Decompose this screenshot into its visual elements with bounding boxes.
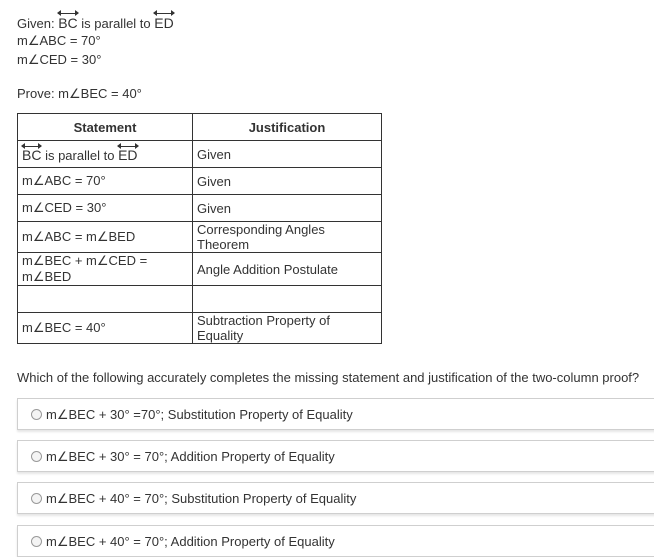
table-row: [18, 313, 382, 344]
radio-button[interactable]: [31, 451, 42, 462]
statement-cell: BC is parallel to ED: [18, 141, 193, 168]
statement-cell: m∠BEC = 40°: [18, 313, 193, 344]
option-label[interactable]: m∠BEC + 40° = 70°; Addition Property of Equality: [46, 534, 335, 549]
line-bc: BC: [58, 12, 77, 33]
given-block: [17, 12, 174, 69]
table-row-missing: [18, 286, 382, 313]
option-label[interactable]: m∠BEC + 30° = 70°; Addition Property of Equality: [46, 449, 335, 464]
proof-table: [17, 113, 382, 344]
option-label[interactable]: m∠BEC + 30° =70°; Substitution Property of Equality: [46, 407, 353, 422]
line-ed: ED: [118, 145, 137, 163]
statement-cell: m∠ABC = 70°: [18, 168, 193, 195]
given-line-ced: m∠CED = 30°: [17, 52, 102, 67]
radio-button[interactable]: [31, 493, 42, 504]
justification-cell: Subtraction Property of Equality: [193, 313, 382, 344]
given-line-abc: m∠ABC = 70°: [17, 33, 101, 48]
justification-cell: Given: [193, 141, 382, 168]
justification-cell: Given: [193, 195, 382, 222]
table-row: [18, 141, 382, 168]
table-row: [18, 195, 382, 222]
question-text: Which of the following accurately completes the missing statement and justification of the two-column proof?: [17, 370, 640, 385]
table-row: [18, 168, 382, 195]
line-ed: ED: [154, 12, 173, 33]
header-justification: Justification: [193, 114, 382, 141]
header-statement: Statement: [18, 114, 193, 141]
prove-statement: Prove: m∠BEC = 40°: [17, 86, 142, 101]
table-header-row: [18, 114, 382, 141]
statement-cell: m∠CED = 30°: [18, 195, 193, 222]
given-parallel-text: is parallel to: [81, 16, 151, 31]
statement-cell: [18, 286, 193, 313]
answer-option-4[interactable]: [17, 525, 654, 557]
statement-cell: m∠ABC = m∠BED: [18, 222, 193, 253]
line-bc: BC: [22, 145, 41, 163]
option-label[interactable]: m∠BEC + 40° = 70°; Substitution Property of Equality: [46, 491, 357, 506]
justification-cell: Corresponding Angles Theorem: [193, 222, 382, 253]
radio-button[interactable]: [31, 536, 42, 547]
justification-cell: Given: [193, 168, 382, 195]
answer-option-1[interactable]: [17, 398, 654, 430]
given-line-parallel: [17, 12, 174, 31]
table-row: [18, 222, 382, 253]
table-row: [18, 253, 382, 286]
answer-option-3[interactable]: [17, 482, 654, 514]
statement-cell: m∠BEC + m∠CED = m∠BED: [18, 253, 193, 286]
answer-option-2[interactable]: [17, 440, 654, 472]
given-label: Given:: [17, 16, 55, 31]
justification-cell: Angle Addition Postulate: [193, 253, 382, 286]
justification-cell: [193, 286, 382, 313]
radio-button[interactable]: [31, 409, 42, 420]
